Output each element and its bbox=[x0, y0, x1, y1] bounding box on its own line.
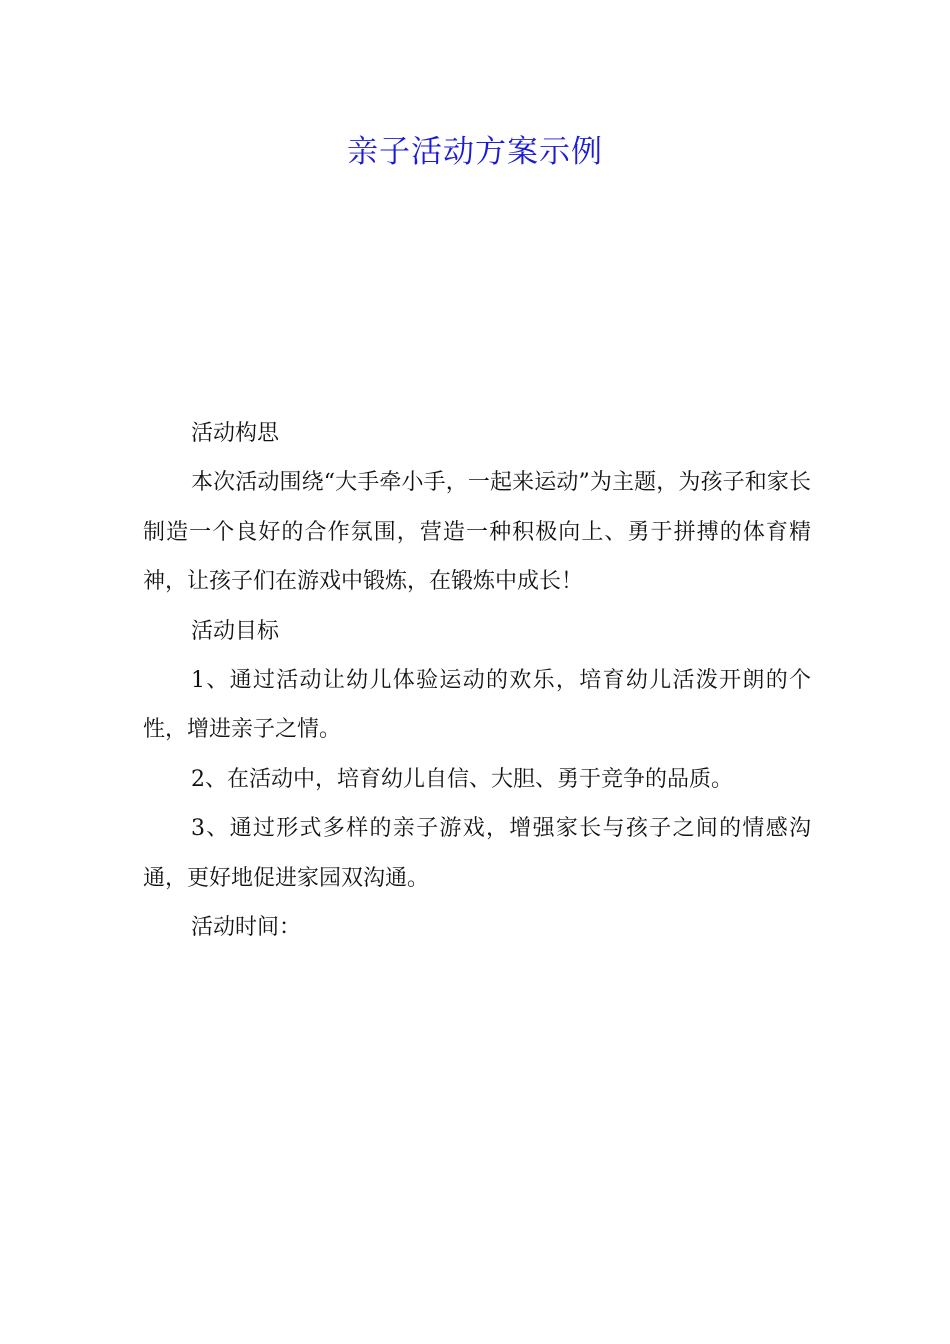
goal-item-1: 1、通过活动让幼儿体验运动的欢乐，培育幼儿活泼开朗的个性，增进亲子之情。 bbox=[143, 668, 811, 743]
document-title: 亲子活动方案示例 bbox=[347, 134, 603, 170]
section-heading-time: 活动时间： bbox=[191, 915, 302, 941]
goal-item-3: 3、通过形式多样的亲子游戏，增强家长与孩子之间的情感沟通，更好地促进家园双沟通。 bbox=[143, 816, 811, 891]
section-heading-concept: 活动构思 bbox=[191, 421, 280, 446]
document-body bbox=[143, 409, 811, 952]
section-heading-goals: 活动目标 bbox=[191, 618, 280, 644]
goal-item-2: 2、在活动中，培育幼儿自信、大胆、勇于竞争的品质。 bbox=[191, 766, 733, 792]
paragraph-concept-text: 本次活动围绕“大手牵小手，一起来运动”为主题，为孩子和家长制造一个良好的合作氛围，营造一种积极向上、勇于拼搏的体育精神，让孩子们在游戏中锻炼，在锻炼中成长！ bbox=[143, 470, 811, 595]
